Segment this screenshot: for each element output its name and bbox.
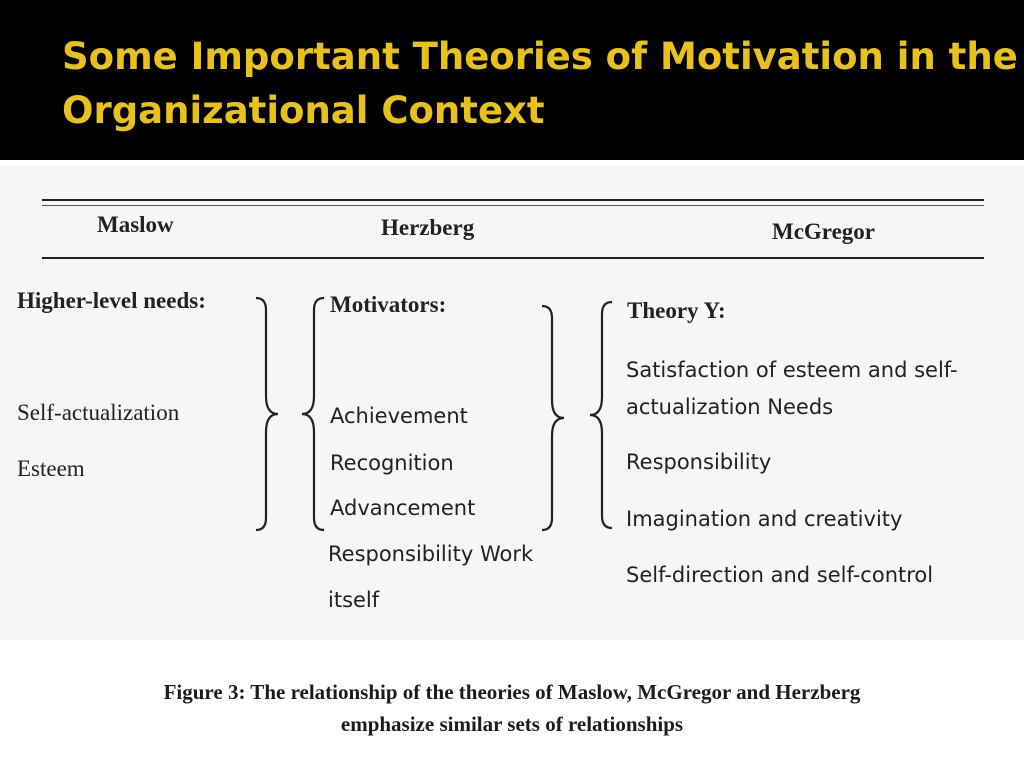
herzberg-item: Recognition (330, 451, 454, 475)
mcgregor-heading: Theory Y: (627, 298, 726, 323)
maslow-right-brace (254, 296, 280, 532)
top-rule (42, 199, 984, 201)
herzberg-item: Achievement (330, 404, 468, 428)
mcgregor-item: Responsibility (626, 450, 772, 474)
herzberg-item: itself (328, 588, 380, 612)
top-rule-second (42, 205, 984, 206)
maslow-item: Esteem (17, 456, 85, 481)
herzberg-item: Responsibility Work (328, 542, 534, 566)
maslow-heading: Higher-level needs: (17, 288, 206, 313)
mcgregor-item: Imagination and creativity (626, 507, 903, 531)
herzberg-heading: Motivators: (330, 292, 447, 317)
figure-caption (30, 676, 994, 740)
caption-line: emphasize similar sets of relationships (340, 712, 684, 736)
herzberg-right-brace (540, 304, 566, 532)
mcgregor-item: actualization Needs (626, 395, 834, 419)
header-herzberg: Herzberg (381, 215, 475, 240)
maslow-item: Self-actualization (17, 400, 180, 425)
herzberg-item: Advancement (330, 496, 476, 520)
header-maslow: Maslow (97, 212, 174, 237)
mcgregor-left-brace (588, 300, 614, 530)
title-bar (0, 0, 1024, 160)
mcgregor-item: Satisfaction of esteem and self- (626, 358, 958, 382)
mcgregor-item: Self-direction and self-control (626, 563, 934, 587)
header-mcgregor: McGregor (772, 219, 876, 244)
header-bottom-rule (42, 257, 984, 259)
herzberg-left-brace (300, 296, 326, 532)
caption-line: Figure 3: The relationship of the theories of Maslow, McGregor and Herzberg (163, 680, 861, 704)
slide-title: Some Important Theories of Motivation in the Organizational Context (62, 35, 1018, 132)
